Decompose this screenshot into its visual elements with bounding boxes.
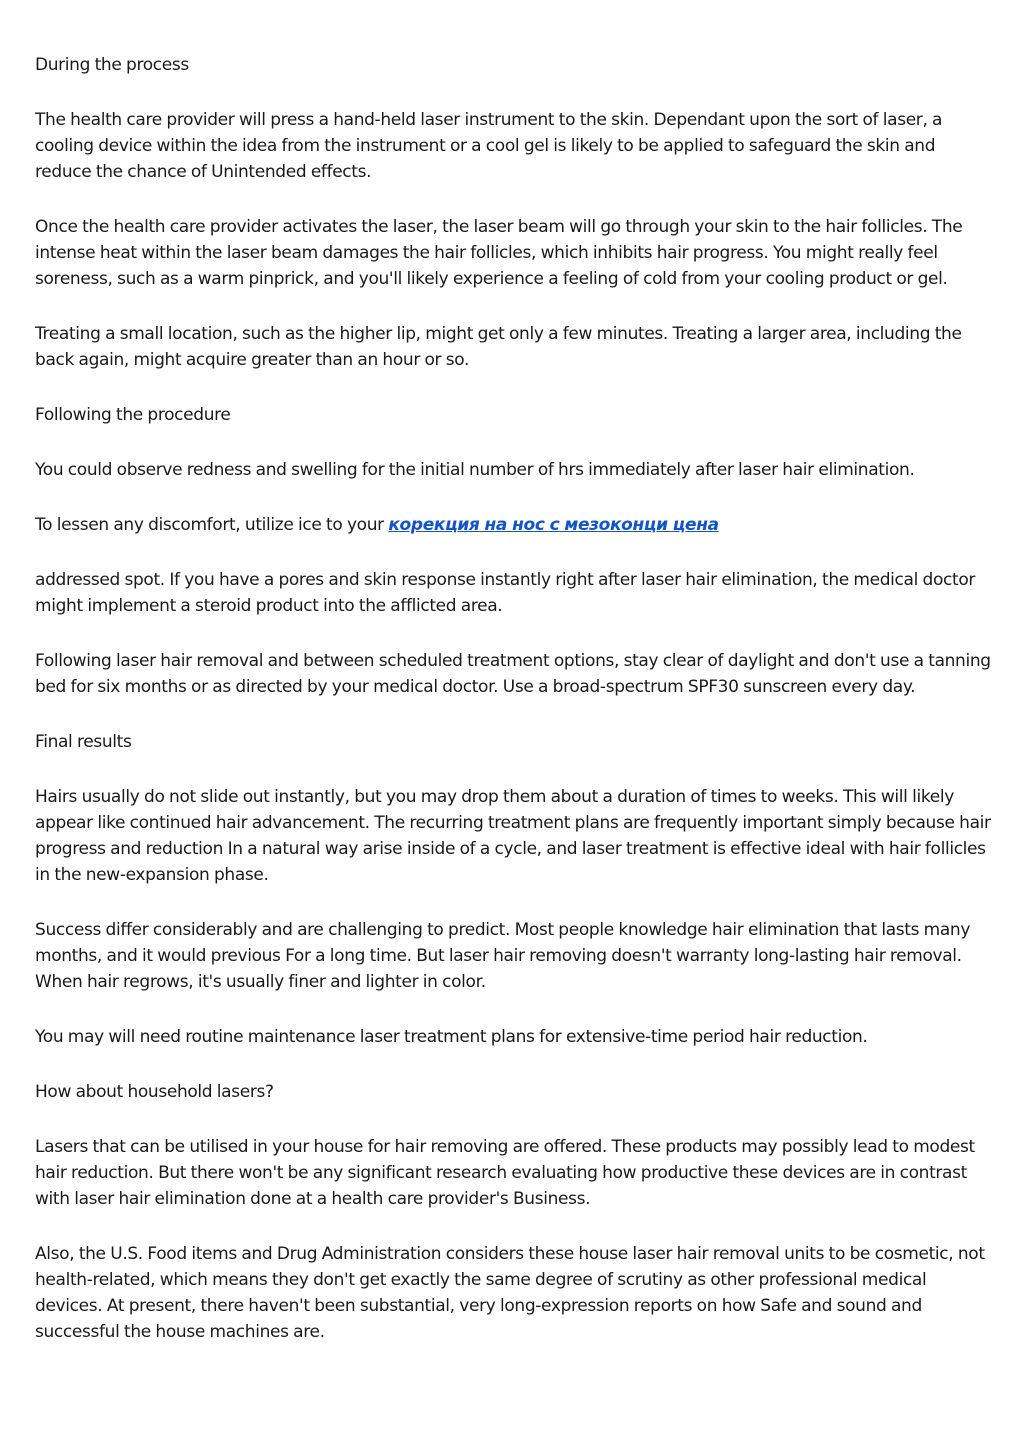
paragraph-following-procedure: Following the procedure xyxy=(35,405,231,425)
paragraph-fda: Also, the U.S. Food items and Drug Administration considers these house laser hair removal units to be cosmetic, not health-related, which means they don't get exactly the same degree of scrutiny as other professional medical devices. At present, there haven't been substantial, very long-expression reports on how Safe and sound and successful the house machines are. xyxy=(35,1244,985,1342)
paragraph-during-process: During the process xyxy=(35,55,189,75)
discomfort-text: To lessen any discomfort, utilize ice to your xyxy=(35,515,389,535)
document-body xyxy=(35,52,995,1374)
nose-correction-link[interactable]: корекция на нос с мезоконци цена xyxy=(388,515,719,535)
paragraph-instrument: The health care provider will press a hand-held laser instrument to the skin. Dependant upon the sort of laser, a cooling device within the idea from the instrument or a cool gel is likely to be applied to safeguard the skin and reduce the chance of Unintended effects. xyxy=(35,110,943,182)
paragraph-discomfort xyxy=(35,512,995,538)
paragraph-home-devices: Lasers that can be utilised in your house for hair removing are offered. These products may possibly lead to modest hair reduction. But there won't be any significant research evaluating how productive these devices are in contrast with laser hair elimination done at a health care provider's Business. xyxy=(35,1137,975,1209)
paragraph-maintenance: You may will need routine maintenance laser treatment plans for extensive-time period hair reduction. xyxy=(35,1027,868,1047)
paragraph-addressed-spot: addressed spot. If you have a pores and skin response instantly right after laser hair elimination, the medical doctor might implement a steroid product into the afflicted area. xyxy=(35,570,976,616)
paragraph-final-results: Final results xyxy=(35,732,132,752)
paragraph-redness: You could observe redness and swelling for the initial number of hrs immediately after laser hair elimination. xyxy=(35,460,915,480)
paragraph-success-varies: Success differ considerably and are challenging to predict. Most people knowledge hair elimination that lasts many months, and it would previous For a long time. But laser hair removing doesn't warranty long-lasting hair removal. When hair regrows, it's usually finer and lighter in color. xyxy=(35,920,971,992)
paragraph-household-lasers: How about household lasers? xyxy=(35,1082,274,1102)
paragraph-sun-avoidance: Following laser hair removal and between scheduled treatment options, stay clear of daylight and don't use a tanning bed for six months or as directed by your medical doctor. Use a broad-spectrum SPF30 sunscreen every day. xyxy=(35,651,991,697)
paragraph-laser-activation: Once the health care provider activates the laser, the laser beam will go through your skin to the hair follicles. The intense heat within the laser beam damages the hair follicles, which inhibits hair progress. You might really feel soreness, such as a warm pinprick, and you'll likely experience a feeling of cold from your cooling product or gel. xyxy=(35,217,963,289)
paragraph-treatment-duration: Treating a small location, such as the higher lip, might get only a few minutes. Treating a larger area, including the back again, might acquire greater than an hour or so. xyxy=(35,324,962,370)
paragraph-hair-shedding: Hairs usually do not slide out instantly, but you may drop them about a duration of times to weeks. This will likely appear like continued hair advancement. The recurring treatment plans are frequently important simply because hair progress and reduction In a natural way arise inside of a cycle, and laser treatment is effective ideal with hair follicles in the new-expansion phase. xyxy=(35,787,991,885)
